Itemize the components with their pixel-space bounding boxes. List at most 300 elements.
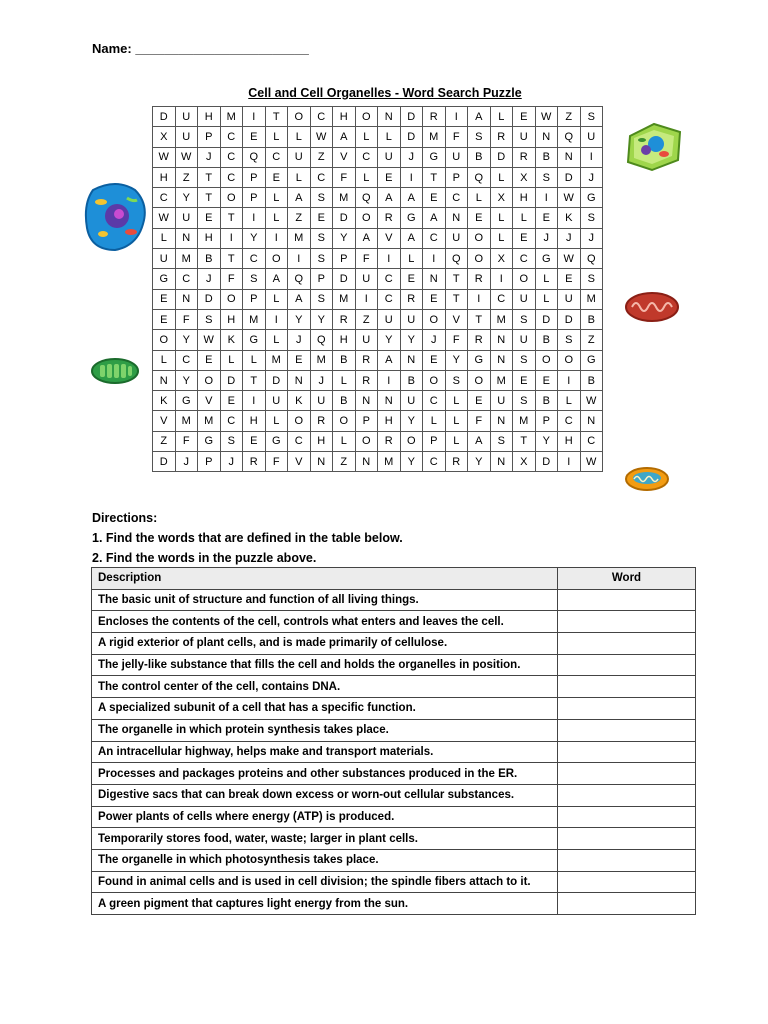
grid-cell: O <box>220 188 243 208</box>
grid-cell: C <box>175 350 198 370</box>
grid-cell: D <box>153 452 176 472</box>
grid-cell: L <box>558 391 581 411</box>
grid-cell: V <box>198 391 221 411</box>
table-row <box>92 741 696 763</box>
grid-cell: E <box>243 127 266 147</box>
grid-cell: M <box>333 188 356 208</box>
table-row <box>92 611 696 633</box>
grid-cell: H <box>153 167 176 187</box>
grid-cell: O <box>535 350 558 370</box>
grid-cell: N <box>490 330 513 350</box>
grid-cell: C <box>580 431 603 451</box>
grid-cell: H <box>198 228 221 248</box>
grid-cell: O <box>513 269 536 289</box>
grid-cell: I <box>220 228 243 248</box>
grid-cell: S <box>580 107 603 127</box>
grid-cell: S <box>310 228 333 248</box>
grid-cell: U <box>513 330 536 350</box>
grid-cell: L <box>220 350 243 370</box>
grid-cell: U <box>378 147 401 167</box>
grid-cell: L <box>445 411 468 431</box>
word-answer-cell[interactable] <box>558 871 696 893</box>
grid-row <box>153 391 603 411</box>
word-answer-cell[interactable] <box>558 654 696 676</box>
description-cell: An intracellular highway, helps make and transport materials. <box>92 741 558 763</box>
grid-cell: U <box>400 391 423 411</box>
grid-cell: C <box>423 228 446 248</box>
grid-cell: B <box>580 309 603 329</box>
grid-cell: U <box>445 228 468 248</box>
word-answer-cell[interactable] <box>558 698 696 720</box>
grid-cell: C <box>445 188 468 208</box>
grid-cell: Z <box>558 107 581 127</box>
grid-cell: T <box>198 167 221 187</box>
grid-cell: D <box>400 127 423 147</box>
grid-cell: B <box>333 391 356 411</box>
name-field-label: Name: ________________________ <box>92 41 309 56</box>
grid-cell: P <box>243 167 266 187</box>
grid-cell: E <box>378 167 401 187</box>
grid-cell: O <box>468 249 491 269</box>
grid-cell: D <box>558 167 581 187</box>
grid-cell: R <box>333 309 356 329</box>
grid-cell: M <box>423 127 446 147</box>
word-answer-cell[interactable] <box>558 828 696 850</box>
grid-cell: Y <box>445 350 468 370</box>
grid-cell: I <box>378 249 401 269</box>
grid-cell: I <box>535 188 558 208</box>
grid-cell: S <box>535 167 558 187</box>
grid-cell: I <box>400 167 423 187</box>
grid-cell: R <box>355 350 378 370</box>
word-answer-cell[interactable] <box>558 806 696 828</box>
grid-cell: B <box>535 330 558 350</box>
grid-cell: I <box>445 107 468 127</box>
grid-cell: B <box>400 370 423 390</box>
grid-cell: Q <box>580 249 603 269</box>
grid-row <box>153 127 603 147</box>
grid-cell: G <box>175 391 198 411</box>
grid-cell: V <box>153 411 176 431</box>
grid-cell: V <box>333 147 356 167</box>
grid-cell: G <box>243 330 266 350</box>
grid-cell: C <box>288 431 311 451</box>
grid-cell: G <box>468 350 491 370</box>
grid-cell: W <box>558 188 581 208</box>
grid-cell: D <box>333 269 356 289</box>
grid-cell: X <box>490 188 513 208</box>
grid-cell: Y <box>175 188 198 208</box>
grid-cell: J <box>220 452 243 472</box>
grid-cell: P <box>198 452 221 472</box>
grid-cell: M <box>198 411 221 431</box>
grid-row <box>153 370 603 390</box>
description-cell: Temporarily stores food, water, waste; larger in plant cells. <box>92 828 558 850</box>
grid-cell: Z <box>580 330 603 350</box>
grid-cell: E <box>468 391 491 411</box>
grid-cell: B <box>333 350 356 370</box>
grid-cell: O <box>423 370 446 390</box>
description-cell: Encloses the contents of the cell, controls what enters and leaves the cell. <box>92 611 558 633</box>
puzzle-title: Cell and Cell Organelles - Word Search Puzzle <box>248 86 522 100</box>
grid-cell: C <box>153 188 176 208</box>
description-cell: A specialized subunit of a cell that has a specific function. <box>92 698 558 720</box>
grid-cell: N <box>355 452 378 472</box>
grid-cell: B <box>535 391 558 411</box>
grid-cell: L <box>445 431 468 451</box>
grid-cell: C <box>378 289 401 309</box>
grid-row <box>153 167 603 187</box>
grid-cell: N <box>490 411 513 431</box>
grid-cell: P <box>243 289 266 309</box>
grid-cell: D <box>333 208 356 228</box>
grid-cell: S <box>220 431 243 451</box>
grid-cell: L <box>265 188 288 208</box>
grid-cell: R <box>400 289 423 309</box>
grid-cell: J <box>558 228 581 248</box>
grid-cell: E <box>198 350 221 370</box>
grid-cell: C <box>175 269 198 289</box>
grid-cell: C <box>513 249 536 269</box>
grid-cell: C <box>220 411 243 431</box>
grid-cell: S <box>513 309 536 329</box>
grid-cell: H <box>558 431 581 451</box>
grid-cell: I <box>243 107 266 127</box>
grid-cell: L <box>265 330 288 350</box>
grid-cell: G <box>423 147 446 167</box>
grid-cell: A <box>333 127 356 147</box>
grid-cell: S <box>580 269 603 289</box>
grid-cell: L <box>513 208 536 228</box>
description-cell: Power plants of cells where energy (ATP) is produced. <box>92 806 558 828</box>
grid-cell: I <box>243 208 266 228</box>
grid-cell: E <box>265 167 288 187</box>
grid-cell: L <box>265 289 288 309</box>
grid-cell: T <box>423 167 446 187</box>
grid-cell: U <box>355 269 378 289</box>
grid-cell: H <box>310 431 333 451</box>
grid-cell: U <box>175 127 198 147</box>
grid-cell: C <box>243 249 266 269</box>
grid-cell: Y <box>175 330 198 350</box>
grid-cell: Z <box>333 452 356 472</box>
grid-row <box>153 350 603 370</box>
table-row <box>92 763 696 785</box>
grid-cell: U <box>513 289 536 309</box>
grid-cell: O <box>423 309 446 329</box>
grid-cell: L <box>490 107 513 127</box>
grid-cell: Z <box>175 167 198 187</box>
grid-cell: L <box>333 431 356 451</box>
grid-cell: L <box>535 289 558 309</box>
grid-cell: I <box>490 269 513 289</box>
word-answer-cell[interactable] <box>558 633 696 655</box>
directions <box>92 508 403 568</box>
grid-cell: O <box>265 249 288 269</box>
grid-cell: T <box>513 431 536 451</box>
grid-cell: L <box>265 127 288 147</box>
grid-cell: N <box>378 107 401 127</box>
grid-row <box>153 330 603 350</box>
grid-cell: E <box>423 188 446 208</box>
grid-cell: O <box>288 107 311 127</box>
grid-cell: N <box>535 127 558 147</box>
grid-cell: I <box>243 391 266 411</box>
grid-cell: T <box>468 309 491 329</box>
grid-cell: A <box>423 208 446 228</box>
grid-cell: L <box>355 127 378 147</box>
grid-cell: I <box>355 289 378 309</box>
grid-cell: E <box>423 350 446 370</box>
table-row <box>92 654 696 676</box>
grid-cell: A <box>468 431 491 451</box>
grid-cell: O <box>355 431 378 451</box>
grid-cell: Z <box>310 147 333 167</box>
description-cell: The organelle in which photosynthesis takes place. <box>92 849 558 871</box>
grid-cell: U <box>310 391 333 411</box>
grid-cell: D <box>153 107 176 127</box>
grid-cell: L <box>243 350 266 370</box>
grid-cell: M <box>513 411 536 431</box>
grid-cell: U <box>265 391 288 411</box>
grid-cell: D <box>198 289 221 309</box>
grid-cell: C <box>310 167 333 187</box>
grid-cell: Q <box>243 147 266 167</box>
grid-cell: H <box>513 188 536 208</box>
table-row <box>92 719 696 741</box>
grid-cell: S <box>580 208 603 228</box>
description-cell: The control center of the cell, contains DNA. <box>92 676 558 698</box>
grid-cell: R <box>490 127 513 147</box>
grid-cell: A <box>468 107 491 127</box>
grid-cell: R <box>423 107 446 127</box>
grid-cell: M <box>490 309 513 329</box>
grid-cell: Z <box>288 208 311 228</box>
grid-cell: Y <box>378 330 401 350</box>
grid-cell: E <box>310 208 333 228</box>
grid-cell: M <box>378 452 401 472</box>
grid-cell: J <box>175 452 198 472</box>
word-answer-cell[interactable] <box>558 741 696 763</box>
grid-cell: O <box>220 289 243 309</box>
grid-cell: S <box>310 289 333 309</box>
grid-cell: O <box>558 350 581 370</box>
word-answer-cell[interactable] <box>558 719 696 741</box>
grid-cell: M <box>288 228 311 248</box>
grid-cell: P <box>535 411 558 431</box>
grid-cell: S <box>490 431 513 451</box>
grid-cell: E <box>558 269 581 289</box>
directions-step-2: 2. Find the words in the puzzle above. <box>92 551 317 565</box>
grid-cell: L <box>490 208 513 228</box>
grid-cell: E <box>198 208 221 228</box>
grid-cell: O <box>288 411 311 431</box>
grid-row <box>153 188 603 208</box>
grid-cell: E <box>220 391 243 411</box>
animal-cell-icon <box>83 180 149 252</box>
grid-cell: S <box>243 269 266 289</box>
grid-cell: J <box>310 370 333 390</box>
grid-row <box>153 309 603 329</box>
grid-cell: Y <box>175 370 198 390</box>
description-cell: Processes and packages proteins and other substances produced in the ER. <box>92 763 558 785</box>
grid-cell: F <box>468 411 491 431</box>
grid-cell: L <box>378 127 401 147</box>
grid-cell: N <box>400 350 423 370</box>
grid-cell: E <box>243 431 266 451</box>
grid-cell: D <box>490 147 513 167</box>
grid-cell: L <box>445 391 468 411</box>
grid-cell: S <box>513 391 536 411</box>
grid-cell: P <box>355 411 378 431</box>
grid-cell: V <box>445 309 468 329</box>
grid-cell: N <box>153 370 176 390</box>
grid-cell: D <box>400 107 423 127</box>
grid-cell: E <box>535 208 558 228</box>
grid-cell: N <box>310 452 333 472</box>
grid-cell: R <box>378 431 401 451</box>
grid-cell: C <box>558 411 581 431</box>
grid-cell: I <box>265 309 288 329</box>
grid-cell: O <box>198 370 221 390</box>
grid-cell: L <box>333 370 356 390</box>
grid-cell: C <box>490 289 513 309</box>
word-answer-cell[interactable] <box>558 849 696 871</box>
grid-cell: P <box>198 127 221 147</box>
grid-cell: U <box>580 127 603 147</box>
grid-cell: E <box>423 289 446 309</box>
table-row <box>92 784 696 806</box>
grid-cell: U <box>490 391 513 411</box>
grid-cell: N <box>175 289 198 309</box>
grid-cell: K <box>220 330 243 350</box>
grid-cell: F <box>220 269 243 289</box>
word-answer-cell[interactable] <box>558 893 696 915</box>
grid-cell: H <box>220 309 243 329</box>
grid-cell: F <box>445 127 468 147</box>
grid-cell: L <box>265 411 288 431</box>
grid-cell: N <box>175 228 198 248</box>
grid-cell: L <box>355 167 378 187</box>
grid-cell: Z <box>355 309 378 329</box>
grid-cell: O <box>400 431 423 451</box>
grid-cell: F <box>445 330 468 350</box>
grid-cell: H <box>243 411 266 431</box>
grid-cell: A <box>265 269 288 289</box>
grid-row <box>153 249 603 269</box>
grid-cell: U <box>175 107 198 127</box>
grid-cell: G <box>400 208 423 228</box>
grid-cell: U <box>400 309 423 329</box>
grid-cell: V <box>288 452 311 472</box>
grid-cell: L <box>423 411 446 431</box>
grid-cell: N <box>558 147 581 167</box>
grid-cell: A <box>400 188 423 208</box>
grid-cell: L <box>468 188 491 208</box>
grid-cell: R <box>513 147 536 167</box>
grid-cell: R <box>468 269 491 289</box>
grid-cell: G <box>580 350 603 370</box>
grid-cell: I <box>558 370 581 390</box>
grid-cell: W <box>580 391 603 411</box>
grid-cell: N <box>378 391 401 411</box>
grid-cell: U <box>288 147 311 167</box>
grid-cell: T <box>220 208 243 228</box>
grid-cell: J <box>198 147 221 167</box>
grid-cell: E <box>288 350 311 370</box>
grid-cell: U <box>153 249 176 269</box>
word-answer-cell[interactable] <box>558 784 696 806</box>
word-answer-cell[interactable] <box>558 763 696 785</box>
grid-cell: D <box>265 370 288 390</box>
grid-cell: Q <box>445 249 468 269</box>
mitochondrion-icon <box>624 290 680 324</box>
grid-row <box>153 269 603 289</box>
grid-cell: A <box>288 188 311 208</box>
grid-cell: K <box>153 391 176 411</box>
grid-cell: S <box>445 370 468 390</box>
grid-cell: M <box>175 411 198 431</box>
grid-cell: R <box>445 452 468 472</box>
grid-cell: W <box>580 452 603 472</box>
grid-cell: F <box>333 167 356 187</box>
grid-cell: C <box>378 269 401 289</box>
grid-cell: E <box>513 228 536 248</box>
word-answer-cell[interactable] <box>558 676 696 698</box>
word-answer-cell[interactable] <box>558 611 696 633</box>
description-column-header: Description <box>92 568 558 590</box>
definitions-header-row <box>92 568 696 590</box>
table-row <box>92 806 696 828</box>
grid-cell: S <box>513 350 536 370</box>
table-row <box>92 676 696 698</box>
grid-cell: L <box>535 269 558 289</box>
grid-cell: W <box>175 147 198 167</box>
table-row <box>92 893 696 915</box>
grid-cell: M <box>333 289 356 309</box>
word-answer-cell[interactable] <box>558 589 696 611</box>
grid-cell: U <box>445 147 468 167</box>
grid-cell: U <box>558 289 581 309</box>
grid-cell: N <box>288 370 311 390</box>
description-cell: A rigid exterior of plant cells, and is made primarily of cellulose. <box>92 633 558 655</box>
grid-row <box>153 107 603 127</box>
grid-cell: F <box>265 452 288 472</box>
description-cell: The basic unit of structure and function of all living things. <box>92 589 558 611</box>
grid-row <box>153 411 603 431</box>
grid-cell: O <box>355 107 378 127</box>
grid-cell: M <box>490 370 513 390</box>
description-cell: A green pigment that captures light energy from the sun. <box>92 893 558 915</box>
description-cell: Found in animal cells and is used in cell division; the spindle fibers attach to it. <box>92 871 558 893</box>
grid-cell: M <box>243 309 266 329</box>
grid-cell: Y <box>243 228 266 248</box>
grid-cell: L <box>153 350 176 370</box>
grid-cell: X <box>153 127 176 147</box>
grid-cell: M <box>175 249 198 269</box>
grid-cell: W <box>198 330 221 350</box>
grid-cell: H <box>333 330 356 350</box>
grid-cell: I <box>558 452 581 472</box>
grid-cell: Y <box>400 330 423 350</box>
grid-cell: J <box>400 147 423 167</box>
grid-cell: C <box>220 147 243 167</box>
grid-cell: W <box>535 107 558 127</box>
grid-cell: I <box>378 370 401 390</box>
grid-cell: F <box>175 309 198 329</box>
grid-cell: J <box>198 269 221 289</box>
grid-cell: C <box>265 147 288 167</box>
